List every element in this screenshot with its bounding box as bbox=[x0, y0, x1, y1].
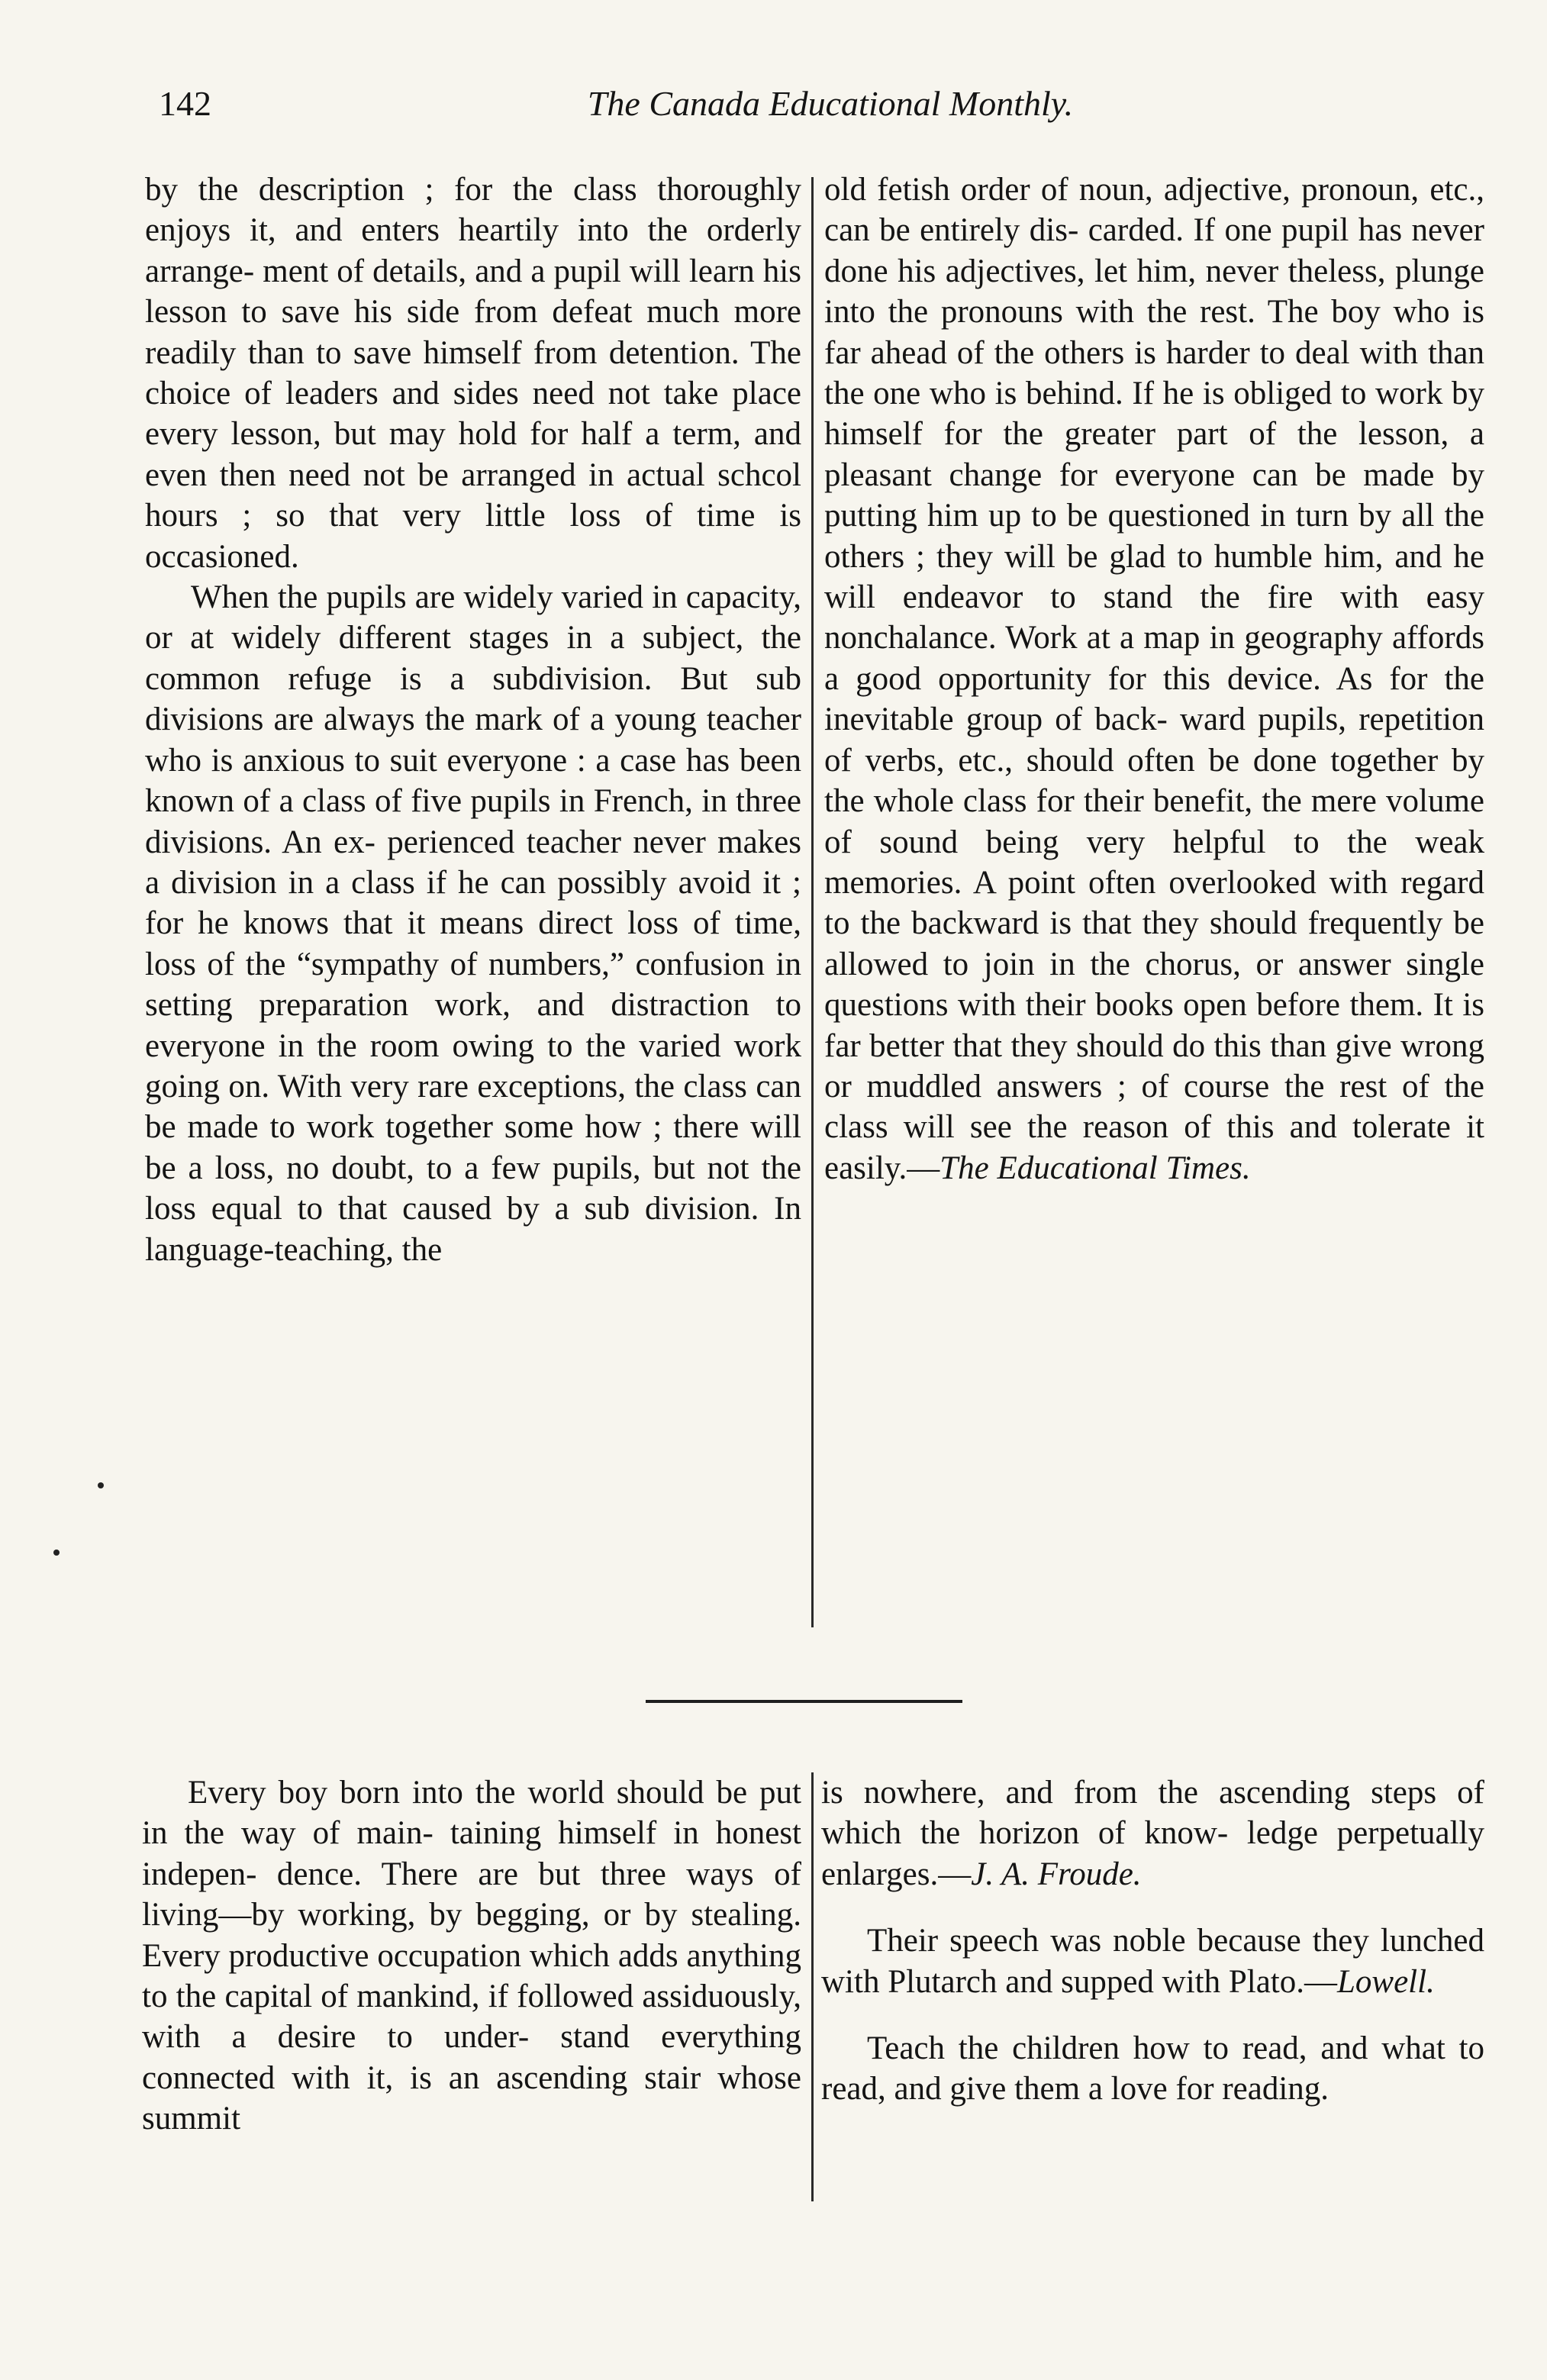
article1-attribution: The Educational Times. bbox=[939, 1150, 1251, 1186]
page-number: 142 bbox=[159, 84, 211, 123]
boy-born-paragraph: Every boy born into the world should be put in the way of main- taining himself in honest indepen- dence. There are but three ways of living—by working, by begging, or by stealing. Every productive occupation which adds anything to the capital of mankind, if followed assiduously, with a desire to under- stand everything connected with it, is an ascending stair whose summit bbox=[142, 1775, 801, 2137]
lowell-quote bbox=[821, 1920, 1484, 2002]
section-separator-rule bbox=[646, 1700, 962, 1703]
column-divider-bottom bbox=[811, 1772, 814, 2201]
froude-attribution: J. A. Froude. bbox=[971, 1856, 1142, 1892]
article2-column-right bbox=[821, 1772, 1484, 2110]
article1-column-right bbox=[824, 169, 1484, 1188]
lowell-attribution: Lowell. bbox=[1337, 1963, 1435, 2000]
column-divider-top bbox=[811, 177, 814, 1627]
article1-paragraph-1: by the description ; for the class thoroughly enjoys it, and enters heartily into the orderly arrange- ment of details, and a pupil will learn his lesson to save his side from defeat much more readily than to save himself from detention. The choice of leaders and sides need not take place every lesson, but may hold for half a term, and even then need not be arranged in actual schcol hours ; so that very little loss of time is occasioned. bbox=[145, 172, 801, 575]
ink-speck bbox=[53, 1550, 60, 1556]
article1-paragraph-3-text: old fetish order of noun, adjective, pronoun, etc., can be entirely dis- carded. If one pupil has never done his adjectives, let him, never theless, plunge into the pronouns with the rest. The boy who is far ahead of the others is harder to deal with than the one who is behind. If he is obliged to work by himself for the greater part of the lesson, a pleasant change for everyone can be made by putting him up to be questioned in turn by all the others ; they will be glad to humble him, and he will endeavor to stand the fire with easy nonchalance. Work at a map in geography affords a good opportunity for this device. As for the inevitable group of back- ward pupils, repetition of verbs, etc., should often be done together by the whole class for their benefit, the mere volume of sound being very helpful to the weak memories. A point often overlooked with regard to the backward is that they should frequently be allowed to join in the chorus, or answer single questions with their books open before them. It is far better that they should do this than give wrong or muddled answers ; of course the rest of the class will see the reason of this and tolerate it easily.— bbox=[824, 172, 1484, 1186]
lowell-quote-text: Their speech was noble because they lunched with Plutarch and supped with Plato.— bbox=[821, 1923, 1484, 2000]
article1-paragraph-3 bbox=[824, 169, 1484, 1188]
article1-paragraph-2: When the pupils are widely varied in capacity, or at widely different stages in a subject, the common refuge is a subdivision. But sub divisions are always the mark of a young teacher who is anxious to suit everyone : a case has been known of a class of five pupils in French, in three divisions. An ex- perienced teacher never makes a division in a class if he can possibly avoid it ; for he knows that it means direct loss of time, loss of the “sympathy of numbers,” confusion in setting preparation work, and distraction to everyone in the room owing to the varied work going on. With very rare exceptions, the class can be made to work together some how ; there will be a loss, no doubt, to a few pupils, but not the loss equal to that caused by a sub division. In language-teaching, the bbox=[145, 579, 801, 1268]
page-header bbox=[159, 73, 1502, 134]
froude-quote-text: is nowhere, and from the ascending steps of which the horizon of know- ledge perpetually enlarges.— bbox=[821, 1775, 1484, 1892]
article1-column-left bbox=[145, 169, 801, 1270]
ink-speck bbox=[98, 1482, 104, 1488]
boy-born-paragraph-continued bbox=[821, 1772, 1484, 1895]
journal-title: The Canada Educational Monthly. bbox=[587, 84, 1074, 123]
reading-quote: Teach the children how to read, and what to read, and give them a love for reading. bbox=[821, 2030, 1484, 2107]
article2-column-left bbox=[142, 1772, 801, 2140]
